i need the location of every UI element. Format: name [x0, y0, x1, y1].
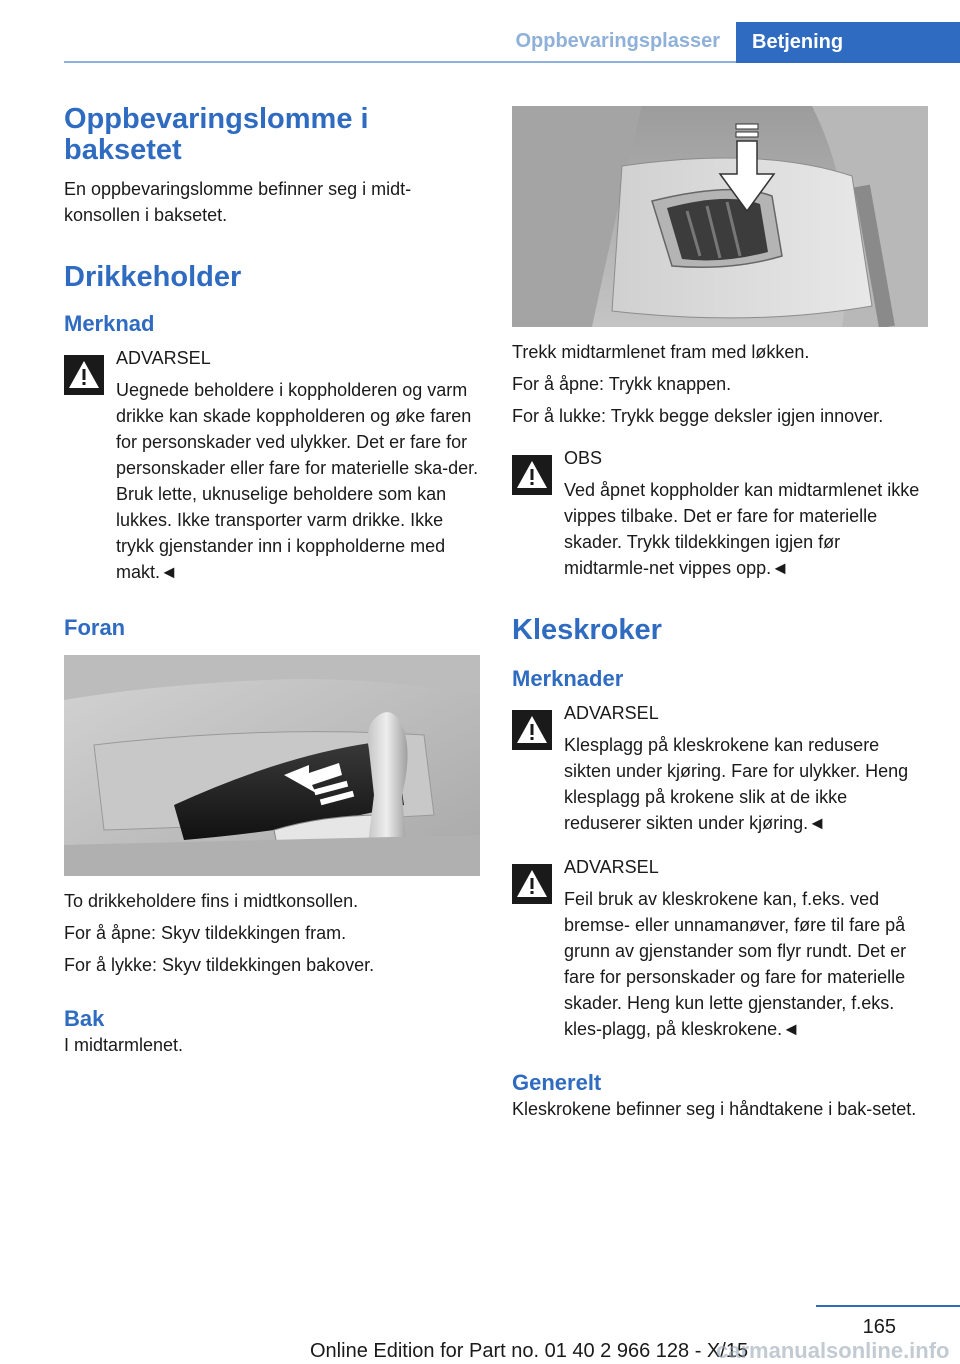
- notice-obs: [512, 445, 928, 581]
- warning-title: ADVARSEL: [116, 348, 211, 368]
- warning-text: Feil bruk av kleskrokene kan, f.eks. ved bremse- eller unnamanøver, føre til fare på grunn av gjenstander som flyr rundt. Det er fare for personskader og fare for materielle skader. Heng kun lette gjenstander, f.eks. kles-plagg, på kleskrokene.◄: [564, 889, 907, 1039]
- watermark: carmanualsonline.info: [716, 1338, 950, 1363]
- text-right-1: Trekk midtarmlenet fram med løkken.: [512, 342, 810, 362]
- page-number: 165: [862, 1316, 896, 1338]
- warning-text: Uegnede beholdere i koppholderen og varm drikke kan skade koppholderen og øke faren for personskader ved ulykker. Det er fare for personskader eller fare for materielle ska-der. Bruk lette, uknuselige beholdere som kan lukkes. Ikke transporter varm drikke. Ikke trykk gjenstander inn i koppholderne med makt.◄: [116, 380, 479, 582]
- notice-text: Ved åpnet koppholder kan midtarmlenet ikke vippes tilbake. Det er fare for materielle skader. Trykk tildekkingen igjen før midtarmle-net vippes opp.◄: [564, 480, 920, 578]
- warning-title: ADVARSEL: [564, 703, 659, 723]
- heading-storage-pocket: Oppbevaringslomme i baksetet: [64, 103, 369, 166]
- heading-cupholder: Drikkeholder: [64, 261, 242, 293]
- warning-icon: [64, 355, 104, 395]
- warning-title: ADVARSEL: [564, 857, 659, 877]
- warning-icon: [512, 455, 552, 495]
- photo-rear-armrest: [512, 106, 928, 327]
- text-storage-pocket: En oppbevaringslomme befinner seg i midt-konsollen i baksetet.: [64, 179, 412, 225]
- text-front-1: To drikkeholdere fins i midtkonsollen.: [64, 891, 359, 911]
- warning-cupholder: [64, 345, 480, 585]
- heading-notes: Merknader: [512, 666, 624, 691]
- text-right-3: For å lukke: Trykk begge deksler igjen innover.: [512, 406, 884, 426]
- heading-front: Foran: [64, 615, 126, 640]
- text-right-2: For å åpne: Trykk knappen.: [512, 374, 732, 394]
- footer-rule: [816, 1305, 960, 1307]
- warning-hooks-1: [512, 700, 928, 836]
- header-section: Oppbevaringsplasser: [515, 30, 720, 52]
- warning-icon: [512, 710, 552, 750]
- warning-hooks-2: [512, 854, 928, 1042]
- photo-front-cupholder: [64, 655, 480, 876]
- heading-note: Merknad: [64, 311, 155, 336]
- warning-text: Klesplagg på kleskrokene kan redusere sikten under kjøring. Fare for ulykker. Heng klesplagg på krokene slik at de ikke reduserer sikten under kjøring.◄: [564, 735, 909, 833]
- left-column: [64, 104, 480, 1058]
- heading-coat-hooks: Kleskroker: [512, 614, 662, 646]
- text-front-2: For å åpne: Skyv tildekkingen fram.: [64, 923, 347, 943]
- header-tab-label: Betjening: [752, 31, 844, 53]
- notice-title: OBS: [564, 448, 603, 468]
- text-back: I midtarmlenet.: [64, 1035, 184, 1055]
- header-tab: [736, 22, 960, 63]
- text-general: Kleskrokene befinner seg i håndtakene i bak-setet.: [512, 1099, 917, 1119]
- right-column: [512, 106, 928, 1122]
- text-front-3: For å lykke: Skyv tildekkingen bakover.: [64, 955, 375, 975]
- heading-general: Generelt: [512, 1070, 602, 1095]
- heading-back: Bak: [64, 1006, 105, 1031]
- warning-icon: [512, 864, 552, 904]
- edition-info: Online Edition for Part no. 01 40 2 966 128 - X/15: [310, 1340, 749, 1362]
